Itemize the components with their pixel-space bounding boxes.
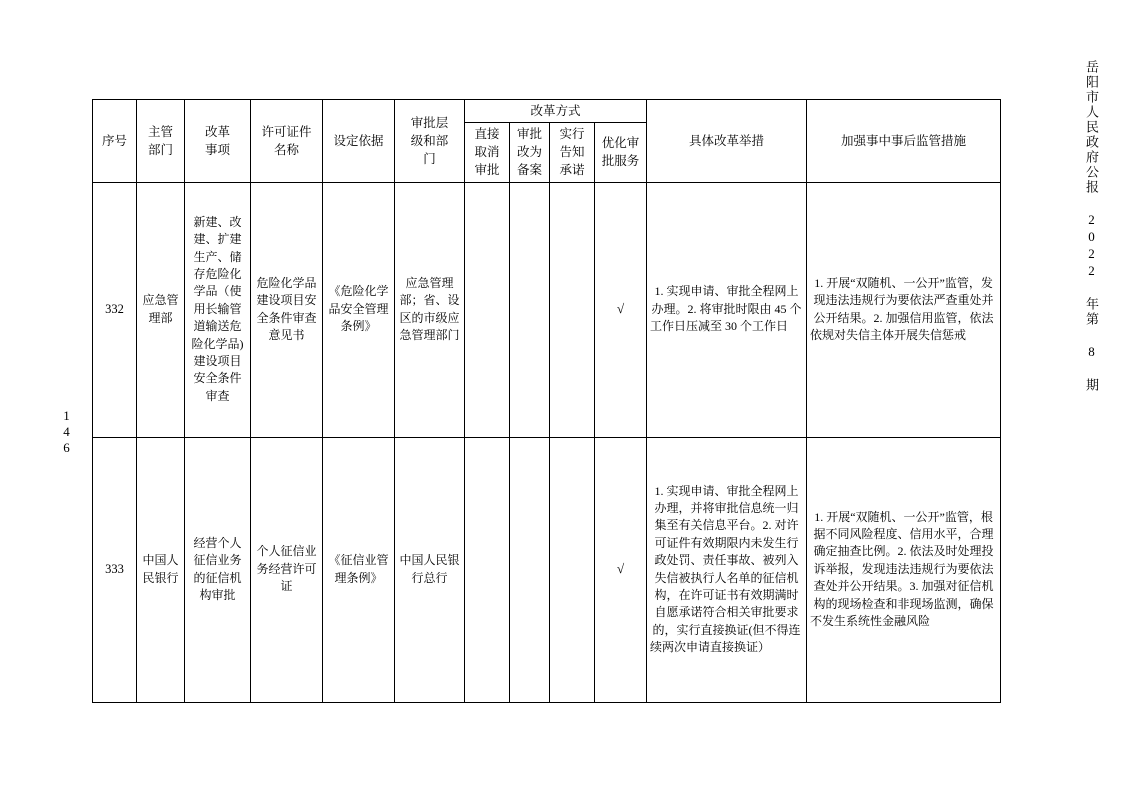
header-measures: 具体改革举措: [647, 100, 807, 183]
row-record: [510, 182, 550, 437]
row-promise: [550, 437, 595, 702]
header-level-line2: 级和部: [410, 133, 449, 148]
header-optimize-line2: 批服务: [601, 154, 640, 169]
header-promise-line3: 承诺: [559, 163, 585, 178]
header-record-line2: 改为: [516, 145, 542, 160]
row-license: 危险化学品建设项目安全条件审查意见书: [251, 182, 323, 437]
header-item-line2: 事项: [204, 142, 230, 157]
header-dept-line2: 部门: [147, 142, 173, 157]
row-level: 应急管理部；省、设区的市级应急管理部门: [395, 182, 465, 437]
header-supervision: 加强事中事后监管措施: [807, 100, 1001, 183]
row-measures: 1. 实现申请、审批全程网上办理。2. 将审批时限由 45 个工作日压减至 30 个工作日: [647, 182, 807, 437]
header-reform-mode-group: 改革方式: [465, 100, 647, 123]
header-level-line3: 门: [423, 151, 436, 166]
row-measures: 1. 实现申请、审批全程网上办理，并将审批信息统一归集至有关信息平台。2. 对许可证件有效期限内未发生行政处罚、责任事故、被列入失信被执行人名单的征信机构，在许可证书有效期满时自愿承诺符合相关审批要求的，实行直接换证(但不得连续两次申请直接换证）: [647, 437, 807, 702]
row-level: 中国人民银行总行: [395, 437, 465, 702]
row-promise: [550, 182, 595, 437]
header-promise-line1: 实行: [559, 127, 585, 142]
header-cancel-line1: 直接: [474, 127, 500, 142]
header-promise-line2: 告知: [559, 145, 585, 160]
row-dept: 应急管理部: [137, 182, 185, 437]
header-basis: 设定依据: [323, 100, 395, 183]
table-header-row-1: [93, 100, 1001, 123]
reform-items-table-wrapper: [92, 99, 1000, 703]
header-license-line1: 许可证件: [261, 124, 312, 139]
header-level-line1: 审批层: [410, 115, 449, 130]
row-supervision: 1. 开展“双随机、一公开”监管，发现违法违规行为要依法严查重处并公开结果。2. 加强信用监管，依法依规对失信主体开展失信惩戒: [807, 182, 1001, 437]
row-item: 经营个人征信业务的征信机构审批: [185, 437, 251, 702]
row-cancel: [465, 437, 510, 702]
header-promise: [550, 123, 595, 182]
table-row: [93, 437, 1001, 702]
row-item: 新建、改建、扩建生产、储存危险化学品（使用长输管道输送危险化学品)建设项目安全条件审查: [185, 182, 251, 437]
reform-items-table: [92, 99, 1001, 703]
row-no: 332: [93, 182, 137, 437]
row-no: 333: [93, 437, 137, 702]
header-license: [251, 100, 323, 183]
header-cancel: [465, 123, 510, 182]
row-dept: 中国人民银行: [137, 437, 185, 702]
header-item: [185, 100, 251, 183]
header-no: 序号: [93, 100, 137, 183]
header-record-line3: 备案: [516, 163, 542, 178]
header-cancel-line3: 审批: [474, 163, 500, 178]
row-record: [510, 437, 550, 702]
row-optimize: √: [595, 437, 647, 702]
row-basis: 《征信业管理条例》: [323, 437, 395, 702]
page-number: 146: [59, 408, 74, 456]
header-dept: [137, 100, 185, 183]
row-basis: 《危险化学品安全管理条例》: [323, 182, 395, 437]
header-cancel-line2: 取消: [474, 145, 500, 160]
row-cancel: [465, 182, 510, 437]
header-record-line1: 审批: [516, 127, 542, 142]
header-level: [395, 100, 465, 183]
row-license: 个人征信业务经营许可证: [251, 437, 323, 702]
header-optimize: [595, 123, 647, 182]
table-row: [93, 182, 1001, 437]
header-record: [510, 123, 550, 182]
header-optimize-line1: 优化审: [601, 136, 640, 151]
header-license-line2: 名称: [273, 142, 299, 157]
row-supervision: 1. 开展“双随机、一公开”监管，根据不同风险程度、信用水平，合理确定抽查比例。2. 依法及时处理投诉举报，发现违法违规行为要依法查处并公开结果。3. 加强对征信机构的现场检查和非现场监测，确保不发生系统性金融风险: [807, 437, 1001, 702]
publication-side-header: 岳阳市人民政府公报 2022 年第 8 期: [1084, 60, 1099, 393]
row-optimize: √: [595, 182, 647, 437]
header-item-line1: 改革: [204, 124, 230, 139]
header-dept-line1: 主管: [147, 124, 173, 139]
